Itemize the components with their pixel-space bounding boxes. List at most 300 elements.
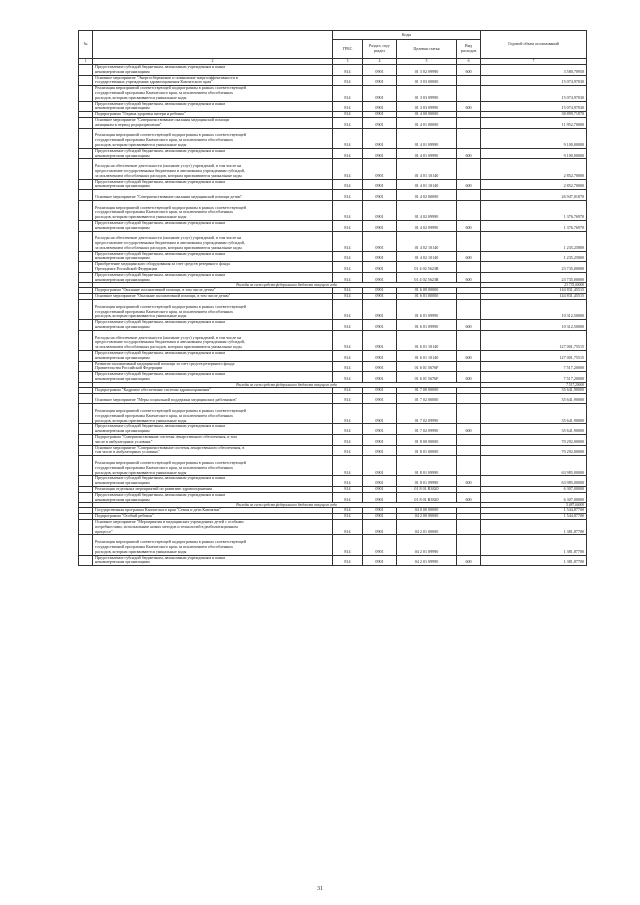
cell-cs: 01 4 02 5623R bbox=[397, 262, 457, 273]
cell-num bbox=[79, 361, 93, 372]
cell-vr bbox=[457, 519, 481, 534]
cell-cs: 01 3 03 00000 bbox=[397, 75, 457, 86]
cell-rz: 0901 bbox=[363, 434, 397, 445]
cell-name-line: за исключением обособленных расходов, которым присваиваются уникальные коды bbox=[95, 244, 242, 250]
cell-num bbox=[79, 404, 93, 424]
cell-num bbox=[79, 159, 93, 179]
cell-rz: 0901 bbox=[363, 117, 397, 128]
cell-num bbox=[79, 456, 93, 476]
table-row bbox=[79, 492, 587, 503]
cell-sum: 127 001,75515 bbox=[481, 351, 587, 362]
table-row bbox=[79, 101, 587, 112]
cell-name bbox=[93, 404, 333, 424]
cell-rz: 0901 bbox=[363, 387, 397, 393]
cell-name bbox=[93, 555, 333, 566]
cell-name bbox=[93, 519, 333, 534]
table-row bbox=[79, 372, 587, 383]
header-idx-cs: 5 bbox=[397, 59, 457, 65]
cell-name bbox=[93, 231, 333, 251]
cell-rz: 0901 bbox=[363, 486, 397, 492]
cell-grbs: 814 bbox=[333, 190, 363, 201]
cell-name-line: женщинам в период родоразрешения" bbox=[95, 121, 162, 127]
cell-name bbox=[93, 86, 333, 101]
cell-name-line: Реализация мероприятий соответствующей подпрограммы в рамках соответствующей bbox=[95, 132, 246, 138]
header-rz: Раздел, под-раздел bbox=[363, 40, 397, 59]
table-row bbox=[79, 220, 587, 231]
cell-name-line: Реализация мероприятий соответствующей подпрограммы в рамках соответствующей bbox=[95, 85, 246, 91]
cell-name-line: Государственная программа Камчатского края "Семья и дети Камчатки" bbox=[95, 507, 221, 513]
cell-sum: 15 074,97030 bbox=[481, 86, 587, 101]
cell-name-line: Приобретение медицинского оборудования за счет средств резервного фонда bbox=[95, 261, 230, 267]
header-idx-num: 1 bbox=[79, 59, 93, 65]
cell-name-line: Подпрограмма "Охрана здоровья матери и ребенка" bbox=[95, 111, 186, 117]
cell-num bbox=[79, 445, 93, 456]
header-grbs: ГРБС bbox=[333, 40, 363, 59]
cell-name-line: государственной программы Камчатского края, за исключением обособленных bbox=[95, 137, 233, 143]
cell-num bbox=[79, 65, 93, 76]
cell-vr bbox=[457, 393, 481, 404]
table-row bbox=[79, 148, 587, 159]
cell-grbs: 814 bbox=[333, 372, 363, 383]
cell-vr bbox=[457, 231, 481, 251]
cell-sum: 1 544,87700 bbox=[481, 508, 587, 514]
cell-name-line: Президента Российской Федерации bbox=[95, 266, 157, 272]
note-text: Расходы за счет средств федерального бюджета текущего года bbox=[93, 382, 481, 387]
cell-name bbox=[93, 434, 333, 445]
cell-name bbox=[93, 300, 333, 320]
header-idx-rz: 4 bbox=[363, 59, 397, 65]
cell-num bbox=[79, 117, 93, 128]
cell-name-line: Предоставление субсидий бюджетным, автономным учреждениям и иным bbox=[95, 555, 225, 560]
cell-cs: 01 4 02 5623R bbox=[397, 272, 457, 283]
cell-grbs: 814 bbox=[333, 424, 363, 435]
cell-name-line: Расходы на обеспечение деятельности (оказание услуг) учреждений, в том числе на bbox=[95, 235, 242, 241]
header-row-top bbox=[79, 31, 587, 40]
cell-vr bbox=[457, 445, 481, 456]
cell-cs: 01 4 01 09990 bbox=[397, 128, 457, 148]
cell-sum: 10 312,50000 bbox=[481, 320, 587, 331]
cell-name-line: Основное мероприятие "Совершенствование системы лекарственного обеспечения, в bbox=[95, 445, 245, 450]
cell-cs: 01 8 01 09990 bbox=[397, 476, 457, 487]
cell-rz: 0901 bbox=[363, 361, 397, 372]
cell-vr: 600 bbox=[457, 148, 481, 159]
cell-name bbox=[93, 424, 333, 435]
cell-grbs: 814 bbox=[333, 456, 363, 476]
cell-vr bbox=[457, 535, 481, 555]
cell-cs: 01 6 01 10140 bbox=[397, 351, 457, 362]
header-cs: Целевая статья bbox=[397, 40, 457, 59]
cell-rz: 0901 bbox=[363, 65, 397, 76]
cell-num bbox=[79, 330, 93, 350]
cell-cs: 01 8 00 00000 bbox=[397, 434, 457, 445]
cell-cs: 01 3 02 09990 bbox=[397, 65, 457, 76]
cell-sum: 1 376,76970 bbox=[481, 200, 587, 220]
table-row bbox=[79, 404, 587, 424]
cell-name bbox=[93, 393, 333, 404]
cell-num bbox=[79, 101, 93, 112]
cell-name-line: Расходы на обеспечение деятельности (оказание услуг) учреждений, в том числе на bbox=[95, 334, 242, 340]
cell-num bbox=[79, 272, 93, 283]
cell-rz: 0901 bbox=[363, 330, 397, 350]
cell-rz: 0901 bbox=[363, 372, 397, 383]
cell-name-line: Подпрограмма "Оказание паллиативной помощи, в том числе детям" bbox=[95, 287, 216, 293]
cell-rz: 0901 bbox=[363, 159, 397, 179]
table-row bbox=[79, 476, 587, 487]
cell-num bbox=[79, 179, 93, 190]
cell-name bbox=[93, 179, 333, 190]
cell-rz: 0901 bbox=[363, 231, 397, 251]
table-row bbox=[79, 117, 587, 128]
table-row bbox=[79, 251, 587, 262]
cell-sum: 11 952,70000 bbox=[481, 117, 587, 128]
cell-name-line: Предоставление субсидий бюджетным, автономным учреждениям и иным bbox=[95, 64, 225, 69]
cell-vr bbox=[457, 200, 481, 220]
cell-name-line: Предоставление субсидий бюджетным, автономным учреждениям и иным bbox=[95, 179, 225, 184]
table-row bbox=[79, 445, 587, 456]
cell-cs: 01 4 02 09990 bbox=[397, 220, 457, 231]
cell-vr: 600 bbox=[457, 220, 481, 231]
cell-vr bbox=[457, 159, 481, 179]
cell-name bbox=[93, 101, 333, 112]
cell-name-line: некоммерческим организациям bbox=[95, 559, 150, 565]
table-row bbox=[79, 179, 587, 190]
cell-num bbox=[79, 535, 93, 555]
cell-name-line: Предоставление субсидий бюджетным, автономным учреждениям и иным bbox=[95, 251, 225, 256]
table-row bbox=[79, 128, 587, 148]
cell-name-line: Расходы на обеспечение деятельности (оказание услуг) учреждений, в том числе на bbox=[95, 163, 242, 169]
cell-rz: 0901 bbox=[363, 445, 397, 456]
cell-name bbox=[93, 372, 333, 383]
cell-cs: 04 2 01 00000 bbox=[397, 519, 457, 534]
cell-rz: 0901 bbox=[363, 351, 397, 362]
cell-num bbox=[79, 86, 93, 101]
cell-cs: 01 7 02 09990 bbox=[397, 424, 457, 435]
cell-name bbox=[93, 535, 333, 555]
cell-sum: 5 487,60000 bbox=[481, 503, 587, 508]
cell-num bbox=[79, 190, 93, 201]
cell-name bbox=[93, 148, 333, 159]
cell-name-line: предоставление государственным бюджетным и автономным учреждениям субсидий, bbox=[95, 240, 245, 246]
cell-name-line: некоммерческим организациям bbox=[95, 152, 150, 158]
cell-rz: 0901 bbox=[363, 86, 397, 101]
cell-sum: 63 985,00000 bbox=[481, 456, 587, 476]
cell-name-line: за исключением обособленных расходов, которым присваиваются уникальные коды bbox=[95, 344, 242, 350]
cell-grbs: 814 bbox=[333, 179, 363, 190]
table-row bbox=[79, 200, 587, 220]
cell-sum: 10 312,50000 bbox=[481, 300, 587, 320]
cell-name-line: государственных учреждениях здравоохранения Камчатского края" bbox=[95, 79, 213, 85]
header-vr: Вид расходов bbox=[457, 40, 481, 59]
cell-sum: 38 899,71870 bbox=[481, 112, 587, 118]
cell-name bbox=[93, 251, 333, 262]
cell-rz: 0901 bbox=[363, 148, 397, 159]
cell-vr: 600 bbox=[457, 65, 481, 76]
cell-grbs: 814 bbox=[333, 486, 363, 492]
cell-sum: 23 735,00000 bbox=[481, 262, 587, 273]
cell-vr bbox=[457, 117, 481, 128]
cell-vr: 600 bbox=[457, 372, 481, 383]
cell-cs: 01 3 03 09990 bbox=[397, 86, 457, 101]
cell-num bbox=[79, 424, 93, 435]
cell-num bbox=[79, 251, 93, 262]
cell-rz: 0901 bbox=[363, 294, 397, 300]
header-idx-grbs: 3 bbox=[333, 59, 363, 65]
cell-name-line: государственной программы Камчатского края, за исключением обособленных bbox=[95, 89, 233, 95]
cell-vr: 600 bbox=[457, 320, 481, 331]
cell-sum: 2 852,70000 bbox=[481, 179, 587, 190]
cell-sum: 3 580,70950 bbox=[481, 65, 587, 76]
budget-table bbox=[78, 30, 587, 566]
cell-cs: 01 4 01 10140 bbox=[397, 179, 457, 190]
cell-rz: 0901 bbox=[363, 190, 397, 201]
cell-vr: 600 bbox=[457, 101, 481, 112]
cell-name bbox=[93, 262, 333, 273]
cell-grbs: 814 bbox=[333, 445, 363, 456]
cell-num bbox=[79, 372, 93, 383]
cell-sum: 1 544,87700 bbox=[481, 514, 587, 520]
cell-sum: 2 852,70000 bbox=[481, 159, 587, 179]
cell-grbs: 814 bbox=[333, 288, 363, 294]
note-text: Расходы за счет средств федерального бюджета текущего года bbox=[93, 283, 481, 288]
cell-vr: 600 bbox=[457, 251, 481, 262]
cell-sum: 6 307,00000 bbox=[481, 492, 587, 503]
cell-grbs: 814 bbox=[333, 434, 363, 445]
cell-sum: 127 001,75515 bbox=[481, 330, 587, 350]
cell-grbs: 814 bbox=[333, 387, 363, 393]
cell-vr: 600 bbox=[457, 272, 481, 283]
cell-name-line: государственной программы Камчатского края, за исключением обособленных bbox=[95, 543, 233, 549]
header-idx-vr: 6 bbox=[457, 59, 481, 65]
table-row bbox=[79, 456, 587, 476]
cell-name-line: Правительства Российской Федерации bbox=[95, 365, 163, 371]
cell-vr bbox=[457, 434, 481, 445]
cell-cs: 04 2 01 09990 bbox=[397, 555, 457, 566]
cell-grbs: 814 bbox=[333, 251, 363, 262]
cell-cs: 01 4 01 10140 bbox=[397, 159, 457, 179]
cell-sum: 1 381,87700 bbox=[481, 535, 587, 555]
cell-grbs: 814 bbox=[333, 101, 363, 112]
cell-sum: 35 641,90000 bbox=[481, 393, 587, 404]
cell-name bbox=[93, 445, 333, 456]
cell-name-line: числе в амбулаторных условиях" bbox=[95, 438, 153, 444]
cell-name-line: Реализация мероприятий соответствующей подпрограммы в рамках соответствующей bbox=[95, 204, 246, 210]
cell-num bbox=[79, 220, 93, 231]
cell-vr bbox=[457, 330, 481, 350]
header-sum: Годовой объем ассигнований bbox=[481, 31, 587, 59]
cell-name-line: Предоставление субсидий бюджетным, автономным учреждениям и иным bbox=[95, 492, 225, 497]
cell-name-line: Предоставление субсидий бюджетным, автономным учреждениям и иным bbox=[95, 423, 225, 429]
cell-name-line: Предоставление субсидий бюджетным, автономным учреждениям и иным bbox=[95, 101, 225, 106]
cell-grbs: 814 bbox=[333, 404, 363, 424]
cell-name-line: некоммерческим организациям bbox=[95, 105, 150, 111]
cell-cs: 01 6 01 5676F bbox=[397, 361, 457, 372]
cell-cs: 01 6 00 00000 bbox=[397, 288, 457, 294]
cell-name-line: Основное мероприятие "Совершенствование оказания медицинской помощи детям" bbox=[95, 193, 243, 199]
cell-cs: 01 4 01 09990 bbox=[397, 148, 457, 159]
cell-sum: 35 641,90000 bbox=[481, 424, 587, 435]
cell-name-line: Подпрограмма "Совершенствование системы лекарственного обеспечения, в том bbox=[95, 434, 237, 439]
cell-sum: 23 735,00000 bbox=[481, 272, 587, 283]
cell-grbs: 814 bbox=[333, 320, 363, 331]
cell-sum: 1 381,87700 bbox=[481, 519, 587, 534]
cell-name-line: Подпрограмма "Кадровое обеспечение системы здравоохранения" bbox=[95, 387, 211, 392]
header-codes-group: Коды bbox=[333, 31, 481, 40]
cell-cs: 01 6 01 09990 bbox=[397, 300, 457, 320]
cell-grbs: 814 bbox=[333, 86, 363, 101]
cell-name-line: Предоставление субсидий бюджетным, автономным учреждениям и иным bbox=[95, 371, 225, 377]
cell-rz: 0901 bbox=[363, 514, 397, 520]
cell-cs: 01 4 02 10140 bbox=[397, 251, 457, 262]
cell-name bbox=[93, 272, 333, 283]
cell-name-line: некоммерческим организациям bbox=[95, 255, 150, 261]
cell-cs: 01 8 01 00000 bbox=[397, 445, 457, 456]
cell-grbs: 814 bbox=[333, 231, 363, 251]
cell-name-line: Реализация мероприятий соответствующей подпрограммы в рамках соответствующей bbox=[95, 303, 246, 309]
cell-name-line: Предоставление субсидий бюджетным, автономным учреждениям и иным bbox=[95, 272, 225, 277]
cell-sum: 23 735,00000 bbox=[481, 283, 587, 288]
table-row bbox=[79, 272, 587, 283]
cell-cs: 01 3 03 09990 bbox=[397, 101, 457, 112]
table-row bbox=[79, 519, 587, 534]
cell-cs: 01 6 01 10140 bbox=[397, 330, 457, 350]
table-row bbox=[79, 159, 587, 179]
cell-name-line: Основное мероприятие "Мероприятия в медицинских учреждениях детей с особыми bbox=[95, 519, 244, 524]
cell-name-line: некоммерческим организациям bbox=[95, 224, 150, 230]
cell-rz: 0901 bbox=[363, 535, 397, 555]
cell-name-line: государственной программы Камчатского края, за исключением обособленных bbox=[95, 308, 233, 314]
cell-rz: 0901 bbox=[363, 128, 397, 148]
cell-grbs: 814 bbox=[333, 508, 363, 514]
cell-vr bbox=[457, 404, 481, 424]
cell-num bbox=[79, 148, 93, 159]
cell-cs: 01 7 00 00000 bbox=[397, 387, 457, 393]
cell-num bbox=[79, 519, 93, 534]
cell-name-line: некоммерческим организациям bbox=[95, 496, 150, 502]
cell-vr: 600 bbox=[457, 179, 481, 190]
cell-rz: 0901 bbox=[363, 320, 397, 331]
cell-num bbox=[79, 351, 93, 362]
cell-name-line: Предоставление субсидий бюджетным, автономным учреждениям и иным bbox=[95, 319, 225, 325]
cell-grbs: 814 bbox=[333, 75, 363, 86]
cell-name-line: Основное мероприятие "Энергосбережение и повышение энергоэффективности в bbox=[95, 75, 238, 80]
budget-page bbox=[78, 30, 586, 566]
cell-name-line: Реализация мероприятий соответствующей подпрограммы в рамках соответствующей bbox=[95, 408, 246, 413]
cell-sum: 7 517,20000 bbox=[481, 372, 587, 383]
cell-rz: 0901 bbox=[363, 393, 397, 404]
cell-name bbox=[93, 330, 333, 350]
cell-sum: 26 947,01870 bbox=[481, 190, 587, 201]
cell-cs: 01 4 00 00000 bbox=[397, 112, 457, 118]
cell-name-line: расходов, которым присваиваются уникальные коды bbox=[95, 469, 187, 475]
cell-rz: 0901 bbox=[363, 200, 397, 220]
cell-name bbox=[93, 220, 333, 231]
cell-cs: 01 4 02 10140 bbox=[397, 231, 457, 251]
cell-rz: 0901 bbox=[363, 476, 397, 487]
cell-rz: 0901 bbox=[363, 300, 397, 320]
cell-name bbox=[93, 476, 333, 487]
table-row bbox=[79, 320, 587, 331]
cell-name-line: государственной программы Камчатского края, за исключением обособленных bbox=[95, 412, 233, 418]
cell-grbs: 814 bbox=[333, 361, 363, 372]
cell-name bbox=[93, 128, 333, 148]
cell-name bbox=[93, 492, 333, 503]
cell-name bbox=[93, 351, 333, 362]
cell-name bbox=[93, 65, 333, 76]
cell-num bbox=[79, 262, 93, 273]
cell-vr bbox=[457, 190, 481, 201]
cell-name-line: некоммерческим организациям bbox=[95, 428, 150, 434]
cell-grbs: 814 bbox=[333, 128, 363, 148]
cell-name-line: потребностями, использование новых методов и технологий в реабилитационном bbox=[95, 523, 238, 529]
cell-sum: 70 292,00000 bbox=[481, 434, 587, 445]
cell-name-line: Предоставление субсидий бюджетным, автономным учреждениям и иным bbox=[95, 350, 225, 356]
cell-cs: 04 0 00 00000 bbox=[397, 508, 457, 514]
cell-cs: 01 6 01 00000 bbox=[397, 294, 457, 300]
cell-name-line: Реализация мероприятий соответствующей подпрограммы в рамках соответствующей bbox=[95, 539, 246, 545]
cell-rz: 0901 bbox=[363, 251, 397, 262]
table-row bbox=[79, 75, 587, 86]
cell-name-line: Развитие паллиативной медицинской помощи за счет средств резервного фонда bbox=[95, 361, 235, 366]
cell-grbs: 814 bbox=[333, 492, 363, 503]
cell-cs: 01 4 02 09990 bbox=[397, 200, 457, 220]
cell-name-line: расходов, которым присваиваются уникальные коды bbox=[95, 94, 187, 100]
table-row bbox=[79, 555, 587, 566]
cell-num bbox=[79, 128, 93, 148]
cell-rz: 0901 bbox=[363, 272, 397, 283]
table-row bbox=[79, 535, 587, 555]
cell-sum: 1 376,76970 bbox=[481, 220, 587, 231]
cell-grbs: 814 bbox=[333, 148, 363, 159]
cell-vr: 600 bbox=[457, 351, 481, 362]
cell-name-line: Предоставление субсидий бюджетным, автономным учреждениям и иным bbox=[95, 148, 225, 153]
cell-name-line: государственной программы Камчатского края, за исключением обособленных bbox=[95, 464, 233, 470]
cell-name-line: Реализация отдельных мероприятий по развитию здравоохранения bbox=[95, 486, 212, 491]
cell-name-line: некоммерческим организациям bbox=[95, 183, 150, 189]
cell-name bbox=[93, 361, 333, 372]
table-row bbox=[79, 424, 587, 435]
table-row bbox=[79, 361, 587, 372]
cell-name-line: Основное мероприятие "Совершенствование оказания медицинской помощи bbox=[95, 117, 230, 122]
cell-name-line: некоммерческим организациям bbox=[95, 68, 150, 74]
cell-grbs: 814 bbox=[333, 220, 363, 231]
cell-name-line: том числе в амбулаторных условиях" bbox=[95, 449, 160, 455]
cell-cs: 04 2 00 00000 bbox=[397, 514, 457, 520]
table-row bbox=[79, 231, 587, 251]
table-row bbox=[79, 86, 587, 101]
cell-grbs: 814 bbox=[333, 393, 363, 404]
cell-sum: 15 074,97030 bbox=[481, 101, 587, 112]
cell-grbs: 814 bbox=[333, 519, 363, 534]
cell-grbs: 814 bbox=[333, 200, 363, 220]
cell-grbs: 814 bbox=[333, 514, 363, 520]
cell-sum: 144 831,45515 bbox=[481, 294, 587, 300]
cell-name-line: государственной программы Камчатского края, за исключением обособленных bbox=[95, 209, 233, 215]
cell-name-line: некоммерческим организациям bbox=[95, 354, 150, 360]
cell-grbs: 814 bbox=[333, 535, 363, 555]
cell-name-line: Подпрограмма "Особый ребенок" bbox=[95, 513, 154, 519]
table-row bbox=[79, 434, 587, 445]
table-row bbox=[79, 300, 587, 320]
cell-sum: 144 831,45515 bbox=[481, 288, 587, 294]
cell-name-line: Предоставление субсидий бюджетным, автономным учреждениям и иным bbox=[95, 475, 225, 481]
cell-rz: 0901 bbox=[363, 456, 397, 476]
cell-sum: 7 517,20000 bbox=[481, 361, 587, 372]
cell-grbs: 814 bbox=[333, 351, 363, 362]
cell-cs: 01 7 02 09990 bbox=[397, 404, 457, 424]
cell-rz: 0901 bbox=[363, 288, 397, 294]
cell-name-line: за исключением обособленных расходов, которым присваиваются уникальные коды bbox=[95, 172, 242, 178]
cell-name bbox=[93, 75, 333, 86]
